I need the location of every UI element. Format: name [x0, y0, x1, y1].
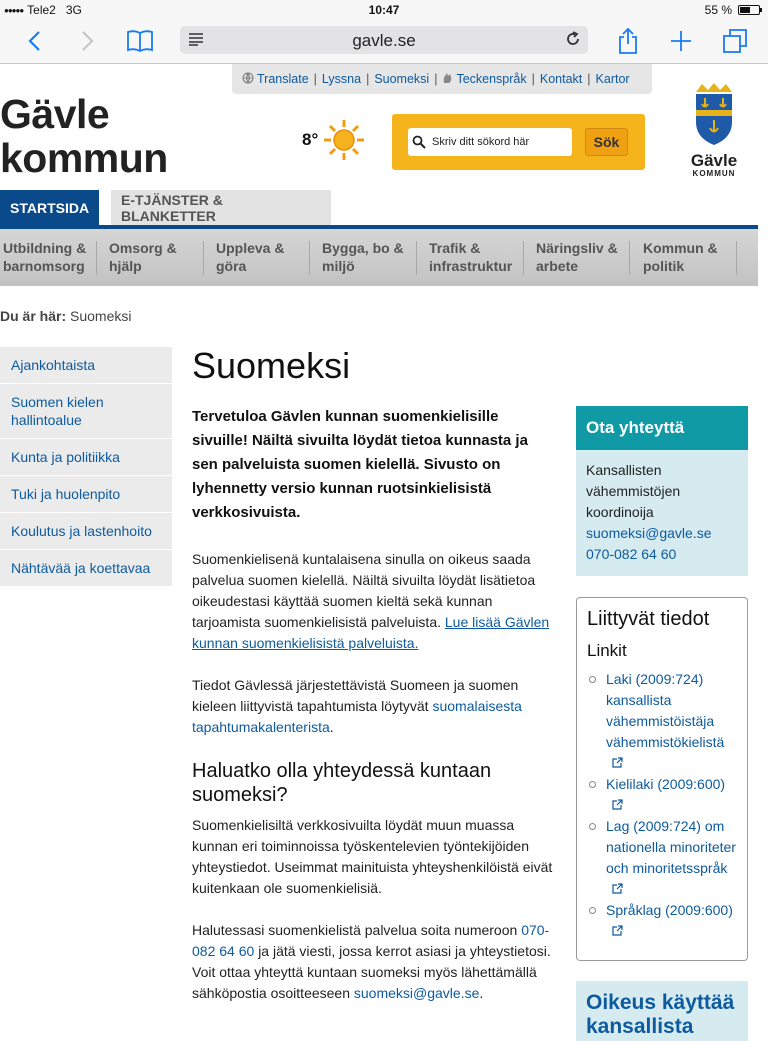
municipality-crest[interactable]: [688, 82, 740, 178]
event-calendar-link[interactable]: suomalaisesta tapahtumakalenterista: [192, 698, 522, 735]
listen-link[interactable]: Lyssna: [321, 72, 362, 86]
menu-item-education[interactable]: Koulutus ja lastenhoito: [0, 513, 172, 550]
related-info-box: [576, 597, 748, 961]
section-menu: [0, 347, 172, 587]
tabs-button[interactable]: [719, 26, 751, 56]
related-title: Liittyvät tiedot: [587, 608, 710, 630]
page-title: Suomeksi: [192, 345, 351, 386]
book-icon: [126, 29, 154, 53]
contact-link[interactable]: Kontakt: [539, 72, 583, 86]
network-type: 3G: [65, 3, 82, 17]
contact-box: [576, 406, 748, 576]
tab-e-services[interactable]: E-TJÄNSTER & BLANKETTER: [111, 190, 331, 225]
nav-item-care[interactable]: [109, 239, 177, 275]
nav-item-traffic[interactable]: [429, 239, 512, 275]
menu-item-sights[interactable]: Nähtävää ja koettavaa: [0, 550, 172, 587]
paragraph-text: ja jätä viesti, jossa kerrot asiasi ja yhteystietosi. Voit ottaa yhteyttä kuntaan suomeksi myös lähettämällä sähköpostia osoitteeseen: [192, 943, 551, 1001]
plus-icon: [670, 30, 692, 52]
related-subtitle: Linkit: [587, 641, 627, 660]
chevron-left-icon: [27, 30, 41, 52]
paragraph-end: .: [479, 985, 484, 1001]
section-heading: Haluatko olla yhteydessä kuntaan suomeksi?: [192, 760, 492, 806]
new-tab-button[interactable]: [665, 26, 697, 56]
maps-link[interactable]: Kartor: [595, 72, 630, 86]
main-content: [192, 345, 557, 1025]
weather: [302, 118, 366, 162]
logo-line1: Gävle: [0, 91, 110, 137]
nav-label: göra: [216, 258, 247, 274]
translate-link[interactable]: Translate: [257, 72, 309, 86]
menu-item-admin-area[interactable]: Suomen kielen hallintoalue: [0, 384, 172, 439]
paragraph-rights: [192, 549, 557, 654]
external-link-icon: [606, 795, 737, 816]
sun-icon: [322, 118, 366, 162]
nav-label: barnomsorg: [3, 258, 85, 274]
crest-name: Gävle: [690, 151, 738, 170]
external-link-icon: [606, 921, 737, 942]
nav-item-municipality[interactable]: [643, 239, 718, 275]
contact-email-link[interactable]: suomeksi@gavle.se: [586, 525, 712, 541]
menu-item-news[interactable]: Ajankohtaista: [0, 347, 172, 384]
contact-role: Kansallisten vähemmistöjen koordinoija: [586, 462, 681, 520]
share-button[interactable]: [612, 26, 644, 56]
paragraph-phone: [192, 920, 557, 1004]
logo-line2: kommun: [0, 135, 168, 181]
breadcrumb: [0, 308, 131, 324]
search-button[interactable]: Sök: [585, 128, 628, 156]
related-link[interactable]: Kielilaki (2009:600): [606, 776, 726, 792]
signal-icon: ●●●●●: [4, 5, 24, 15]
nav-label: Uppleva &: [216, 240, 285, 256]
paragraph-text: Tiedot Gävlessä järjestettävistä Suomeen ja suomen kieleen liittyvistä tapahtumista löytyvät: [192, 677, 519, 714]
paragraph-end: .: [329, 719, 334, 735]
back-button[interactable]: [18, 26, 50, 56]
finnish-link[interactable]: Suomeksi: [374, 72, 430, 86]
nav-item-business[interactable]: [536, 239, 618, 275]
breadcrumb-current: Suomeksi: [70, 308, 132, 324]
related-link-item[interactable]: [587, 900, 737, 942]
related-link[interactable]: Lag (2009:724) om nationella minoriteter och minoritetsspråk: [606, 818, 736, 876]
nav-label: Omsorg &: [109, 240, 177, 256]
battery-percent: 55 %: [704, 3, 732, 17]
coat-of-arms-icon: [692, 82, 736, 146]
search-input[interactable]: [408, 128, 572, 156]
paragraph-text: Halutessasi suomenkielistä palvelua soita numeroon: [192, 922, 518, 938]
browser-toolbar: [0, 20, 768, 64]
address-bar[interactable]: [180, 26, 588, 54]
paragraph-text: Suomenkielisenä kuntalaisena sinulla on oikeus saada palvelua suomen kielellä. Näiltä sivuilta löydät lisätietoa oikeudestasi käyttää suomen kieltä sekä kunnan tarjoamista suomenkielisistä palveluista.: [192, 551, 536, 630]
nav-label: Kommun &: [643, 240, 718, 256]
nav-label: Trafik &: [429, 240, 481, 256]
search-icon: [412, 135, 426, 149]
search-placeholder: Skriv ditt sökord här: [432, 136, 530, 148]
nav-label: Bygga, bo &: [322, 240, 404, 256]
nav-item-building[interactable]: [322, 239, 404, 275]
bookmarks-button[interactable]: [124, 26, 156, 56]
globe-icon: [242, 72, 254, 87]
nav-item-experience[interactable]: [216, 239, 284, 275]
nav-label: miljö: [322, 258, 355, 274]
main-navigation: [0, 229, 758, 286]
carrier: Tele2: [27, 3, 56, 17]
nav-label: infrastruktur: [429, 258, 513, 274]
clock: 10:47: [368, 3, 400, 17]
url-text: gavle.se: [352, 31, 416, 50]
contact-title: Ota yhteyttä: [576, 406, 748, 450]
nav-label: arbete: [536, 258, 579, 274]
tabs-icon: [722, 28, 748, 54]
search-box: [392, 114, 645, 170]
related-link[interactable]: Laki (2009:724) kansallista vähemmistöistäja vähemmistökielistä: [606, 671, 725, 750]
phone-link[interactable]: 070-082 64 60: [192, 922, 550, 959]
email-link[interactable]: suomeksi@gavle.se: [353, 985, 480, 1001]
related-link[interactable]: Språklag (2009:600): [606, 902, 733, 918]
tab-startsida[interactable]: STARTSIDA: [0, 190, 99, 225]
paragraph-events: [192, 675, 557, 738]
rights-title[interactable]: Oikeus käyttää kansallista: [586, 991, 735, 1038]
sign-language-icon: [442, 72, 453, 87]
contact-phone-link[interactable]: 070-082 64 60: [586, 546, 677, 562]
language-rights-box: [576, 981, 748, 1041]
chevron-right-icon: [81, 30, 95, 52]
nav-item-education[interactable]: [3, 239, 86, 275]
nav-label: hjälp: [109, 258, 142, 274]
related-link-item[interactable]: [587, 816, 737, 900]
external-link-icon: [606, 753, 737, 774]
read-more-link[interactable]: Lue lisää Gävlen kunnan suomenkielisistä palveluista.: [192, 614, 550, 651]
crest-subtitle: KOMMUN: [692, 169, 736, 178]
nav-label: Utbildning &: [3, 240, 87, 256]
forward-button[interactable]: [72, 26, 104, 56]
reload-icon[interactable]: [564, 30, 582, 53]
top-links: Translate | Lyssna | Suomeksi | Teckenspråk | Kontakt | Kartor: [232, 64, 652, 94]
menu-item-care[interactable]: Tuki ja huolenpito: [0, 476, 172, 513]
paragraph-contacts: Suomenkielisiltä verkkosivuilta löydät muun muassa kunnan eri toiminnoissa työskentelevien työntekijöiden yhteystiedot. Useimmat mainituista yhteyshenkilöistä eivät kuitenkaan ole suomenkielisiä.: [192, 817, 553, 896]
site-logo[interactable]: [0, 92, 168, 180]
related-link-item[interactable]: [587, 774, 737, 816]
sign-language-link[interactable]: Teckenspråk: [456, 72, 527, 86]
related-link-item[interactable]: [587, 669, 737, 774]
menu-item-politics[interactable]: Kunta ja politiikka: [0, 439, 172, 476]
lead-paragraph: Tervetuloa Gävlen kunnan suomenkielisille sivuille! Näiltä sivuilta löydät tietoa kunnasta ja sen palveluista suomen kielellä. Sivusto on lyhennetty versio kunnan ruotsinkielisistä verkkosivuista.: [192, 408, 528, 521]
external-link-icon: [606, 879, 737, 900]
nav-label: Näringsliv &: [536, 240, 618, 256]
nav-label: politik: [643, 258, 685, 274]
temperature: 8°: [302, 130, 319, 149]
share-icon: [617, 27, 639, 55]
status-bar: [0, 0, 768, 20]
battery-icon: [738, 5, 760, 15]
breadcrumb-label: Du är här:: [0, 308, 67, 324]
